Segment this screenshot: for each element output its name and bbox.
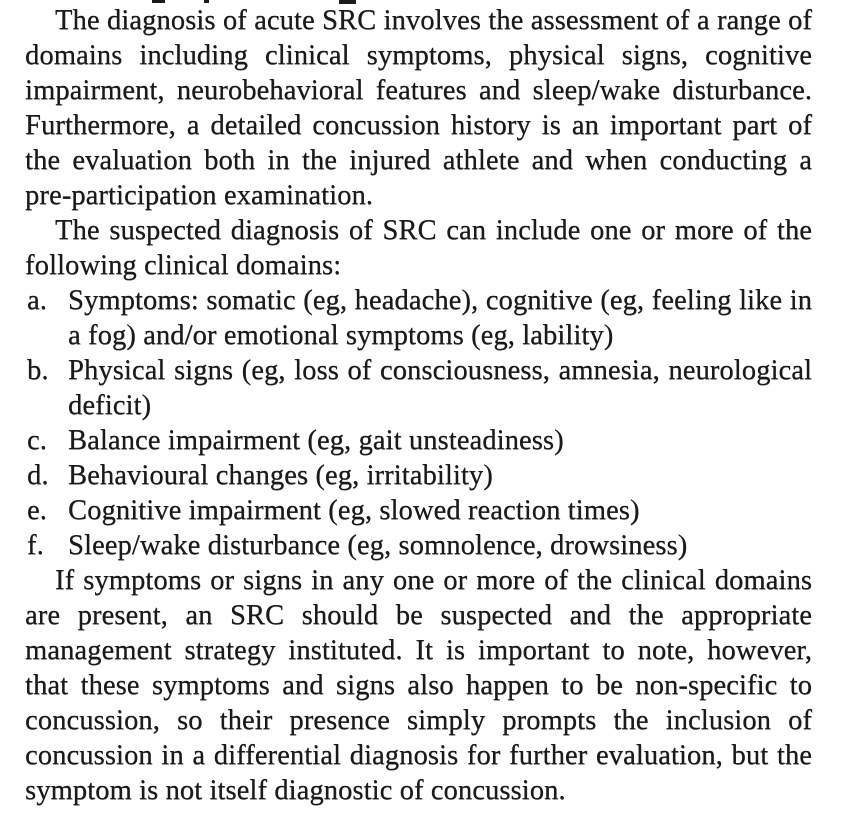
list-item-text: Physical signs (eg, loss of consciousness, amnesia, neurological deficit) xyxy=(68,355,812,421)
list-marker: e. xyxy=(27,495,47,526)
list-item-symptoms xyxy=(25,283,812,353)
list-item-text: Behavioural changes (eg, irritability) xyxy=(68,460,493,491)
list-marker: f. xyxy=(27,530,44,561)
list-marker: d. xyxy=(27,460,49,491)
paragraph-diagnosis-overview: The diagnosis of acute SRC involves the assessment of a range of domains including clinical symptoms, physical signs, cognitive impairment, neurobehavioral features and sleep/wake disturbance. Furthermore, a detailed concussion history is an important part of the evaluation both in the injured athlete and when conducting a pre-participation examination. xyxy=(25,5,812,211)
list-item-sleep-wake-disturbance xyxy=(25,528,812,563)
list-item-text: Symptoms: somatic (eg, headache), cognitive (eg, feeling like in a fog) and/or emotional symptoms (eg, lability) xyxy=(68,285,812,351)
list-item-cognitive-impairment xyxy=(25,493,812,528)
list-item-balance-impairment xyxy=(25,423,812,458)
list-marker: b. xyxy=(27,355,49,386)
scanned-paper-text-block xyxy=(25,3,812,808)
paragraph-management-note: If symptoms or signs in any one or more of the clinical domains are present, an SRC should be suspected and the appropriate management strategy instituted. It is important to note, however, that these symptoms and signs also happen to be non-specific to concussion, so their presence simply prompts the inclusion of concussion in a differential diagnosis for further evaluation, but the symptom is not itself diagnostic of concussion. xyxy=(25,565,812,806)
list-item-behavioural-changes xyxy=(25,458,812,493)
list-item-text: Sleep/wake disturbance (eg, somnolence, drowsiness) xyxy=(68,530,688,561)
paragraph-suspected-diagnosis-intro: The suspected diagnosis of SRC can include one or more of the following clinical domains: xyxy=(25,215,812,281)
list-item-text: Cognitive impairment (eg, slowed reaction times) xyxy=(68,495,640,526)
clinical-domains-list xyxy=(25,283,812,563)
list-marker: c. xyxy=(27,425,47,456)
list-item-text: Balance impairment (eg, gait unsteadiness) xyxy=(68,425,564,456)
list-item-physical-signs xyxy=(25,353,812,423)
list-marker: a. xyxy=(27,285,47,316)
